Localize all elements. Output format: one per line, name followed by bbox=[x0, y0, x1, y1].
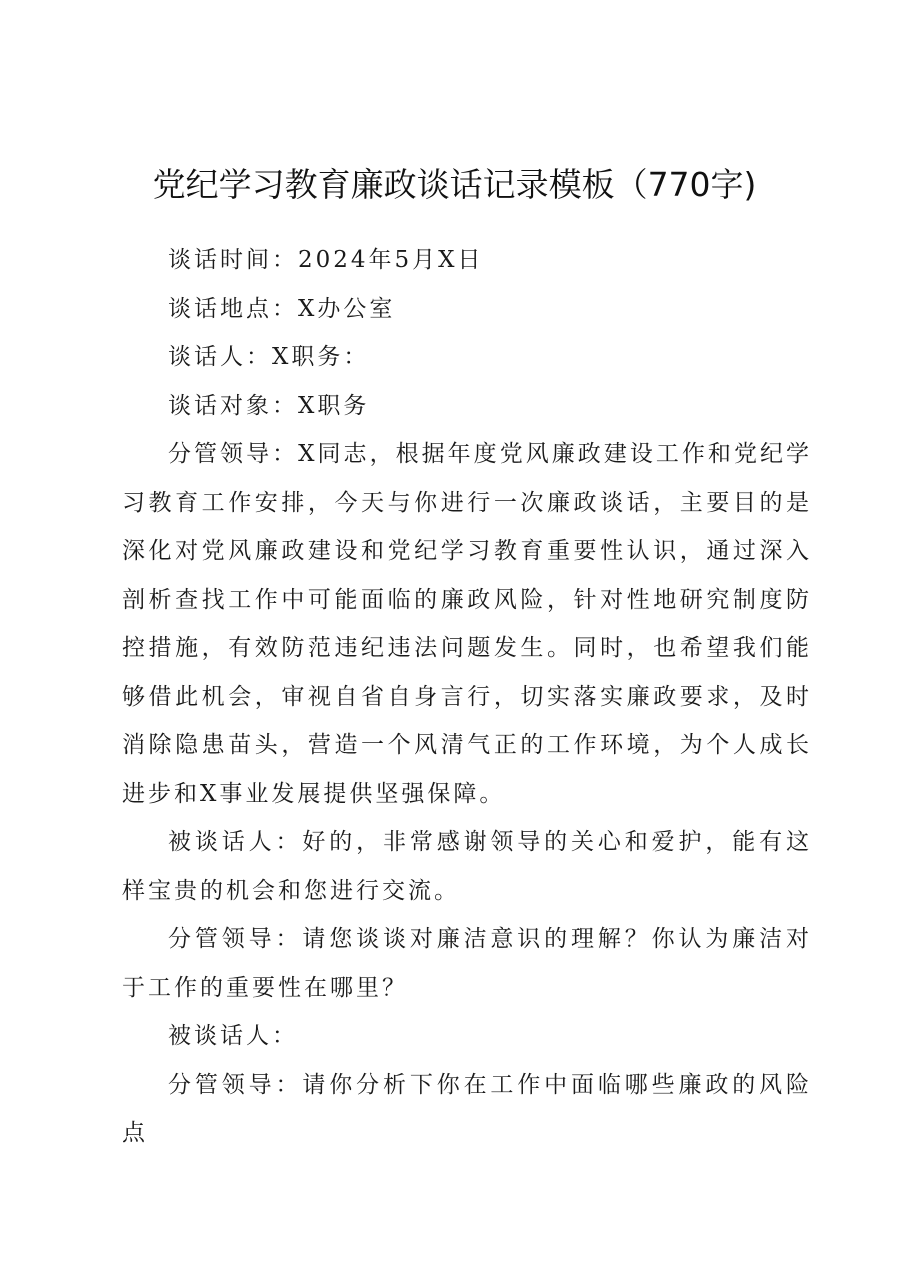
interview-location: 谈话地点：X办公室 bbox=[168, 295, 396, 322]
interviewee-answer-blank: 被谈话人： bbox=[168, 1023, 298, 1049]
interviewer: 谈话人：X职务： bbox=[168, 344, 370, 370]
leader-opening-statement: 分管领导：X同志，根据年度党风廉政建设工作和党纪学习教育工作安排，今天与你进行一次廉政谈话，主要目的是深化对党风廉政建设和党纪学习教育重要性认识，通过深入剖析查找工作中可能面临的廉政风险，针对性地研究制度防控措施，有效防范违纪违法问题发生。同时，也希望我们能够借此机会，审视自省自身言行，切实落实廉政要求，及时消除隐患苗头，营造一个风清气正的工作环境，为个人成长进步和X事业发展提供坚强保障。 bbox=[122, 441, 812, 807]
interviewee: 谈话对象：X职务 bbox=[168, 392, 370, 419]
interview-time: 谈话时间：2024年5月X日 bbox=[168, 247, 484, 273]
interviewee-response: 被谈话人：好的，非常感谢领导的关心和爱护，能有这样宝贵的机会和您进行交流。 bbox=[122, 829, 812, 904]
document-title: 党纪学习教育廉政谈话记录模板（770字) bbox=[152, 165, 757, 204]
leader-question-integrity: 分管领导：请您谈谈对廉洁意识的理解？你认为廉洁对于工作的重要性在哪里？ bbox=[122, 926, 812, 1001]
leader-question-risks: 分管领导：请你分析下你在工作中面临哪些廉政的风险点 bbox=[122, 1071, 812, 1146]
document-body bbox=[122, 236, 812, 1158]
